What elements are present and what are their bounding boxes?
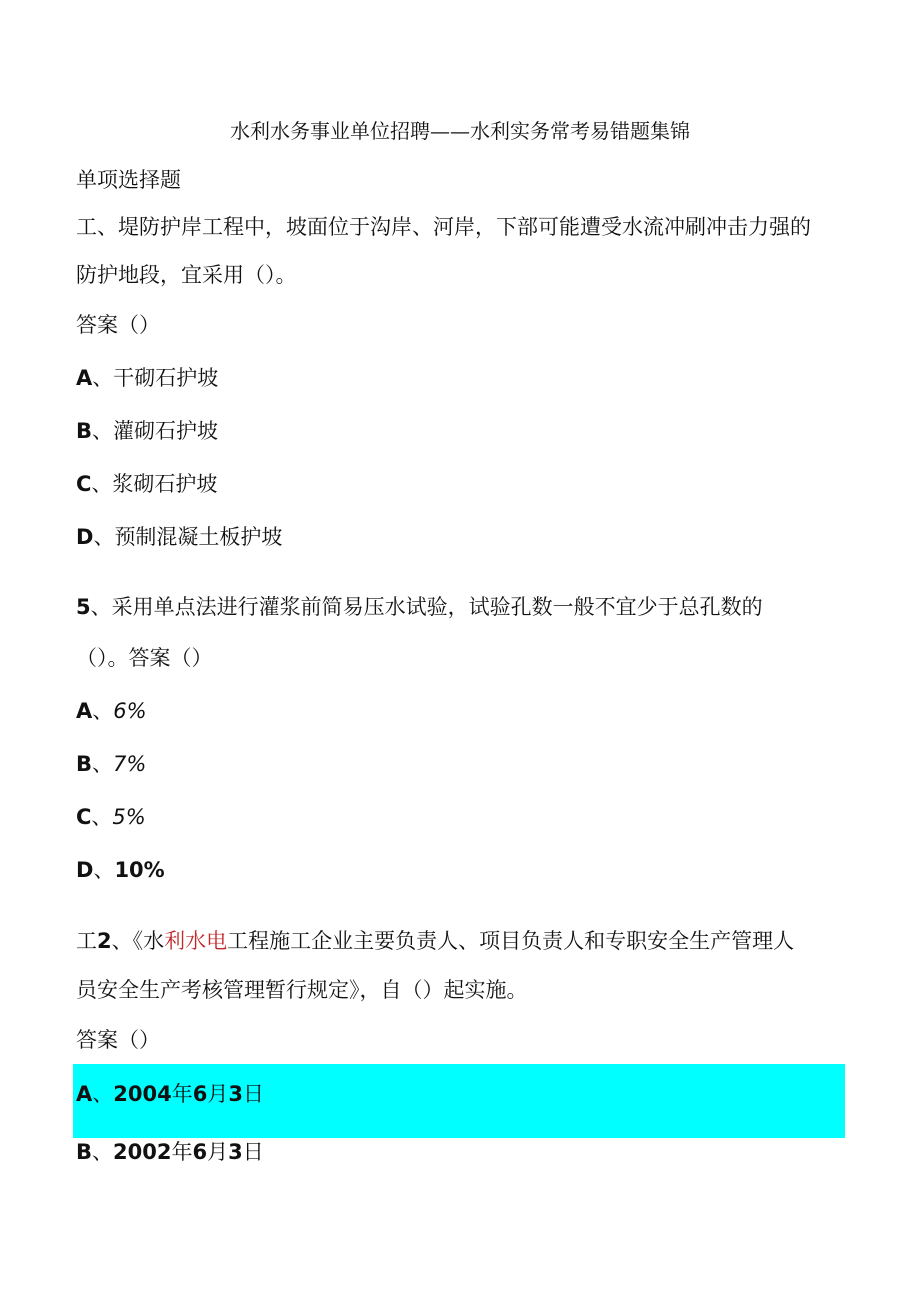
- question-3-option-a: [76, 1079, 264, 1109]
- question-1-option-d: [76, 522, 282, 552]
- month-char: 月: [207, 1082, 229, 1106]
- question-prefix: 工: [76, 929, 97, 953]
- question-2-option-a: [76, 696, 147, 726]
- option-text: 10%: [114, 858, 165, 882]
- option-key: A: [76, 366, 93, 390]
- question-text-pre: 、《水: [111, 929, 165, 953]
- option-month: 6: [192, 1140, 208, 1164]
- option-key: C: [76, 805, 92, 829]
- question-text: 、采用单点法进行灌浆前简易压水试验，试验孔数一般不宜少于总孔数的: [90, 595, 763, 619]
- option-key: A: [76, 1082, 93, 1106]
- option-sep: 、: [91, 472, 113, 496]
- question-number: 2: [97, 929, 112, 953]
- option-sep: 、: [92, 1082, 114, 1106]
- option-day: 3: [228, 1140, 243, 1164]
- year-char: 年: [171, 1140, 193, 1164]
- option-sep: 、: [93, 858, 115, 882]
- option-key: B: [76, 1140, 93, 1164]
- question-1-option-b: [76, 416, 218, 446]
- question-3-answer: 答案（）: [76, 1028, 160, 1052]
- month-char: 月: [207, 1140, 229, 1164]
- question-number: 5: [76, 595, 91, 619]
- option-key: D: [76, 525, 94, 549]
- option-month: 6: [192, 1082, 208, 1106]
- option-text: 预制混凝土板护坡: [114, 525, 283, 549]
- day-char: 日: [242, 1140, 264, 1164]
- option-sep: 、: [92, 752, 114, 776]
- year-char: 年: [171, 1082, 193, 1106]
- option-text: 灌砌石护坡: [113, 419, 219, 443]
- highlighted-red-text: 利水电: [164, 929, 228, 953]
- question-2-option-c: [76, 802, 146, 832]
- option-key: B: [76, 752, 93, 776]
- question-2-line-2: （）。答案（）: [76, 646, 213, 670]
- question-2-line-1: [76, 592, 763, 622]
- option-text: 浆砌石护坡: [112, 472, 218, 496]
- question-text-post: 工程施工企业主要负责人、项目负责人和专职安全生产管理人: [227, 929, 795, 953]
- question-1-answer: 答案（）: [76, 313, 160, 337]
- option-sep: 、: [91, 805, 113, 829]
- option-text: 6%: [113, 699, 147, 723]
- question-2-option-d: [76, 855, 165, 885]
- option-sep: 、: [92, 1140, 114, 1164]
- option-year: 2002: [113, 1140, 172, 1164]
- section-heading: 单项选择题: [76, 168, 181, 192]
- option-year: 2004: [113, 1082, 172, 1106]
- question-2-option-b: [76, 749, 146, 779]
- option-key: C: [76, 472, 92, 496]
- option-sep: 、: [92, 419, 114, 443]
- option-key: A: [76, 699, 93, 723]
- option-sep: 、: [92, 366, 114, 390]
- question-3-option-b: [76, 1137, 264, 1167]
- question-1-line-1: 工、堤防护岸工程中，坡面位于沟岸、河岸，下部可能遭受水流冲刷冲击力强的: [76, 215, 811, 239]
- option-text: 干砌石护坡: [113, 366, 219, 390]
- option-text: 5%: [112, 805, 146, 829]
- option-day: 3: [228, 1082, 243, 1106]
- day-char: 日: [242, 1082, 264, 1106]
- question-1-option-a: [76, 363, 218, 393]
- option-sep: 、: [93, 525, 115, 549]
- question-1-option-c: [76, 469, 217, 499]
- question-3-line-1: [76, 926, 794, 956]
- option-text: 7%: [113, 752, 147, 776]
- document-title: 水利水务事业单位招聘——水利实务常考易错题集锦: [230, 119, 690, 143]
- option-key: D: [76, 858, 94, 882]
- option-sep: 、: [92, 699, 114, 723]
- question-3-line-2: 员安全生产考核管理暂行规定》，自（）起实施。: [76, 978, 528, 1002]
- question-1-line-2: 防护地段，宜采用（）。: [76, 263, 297, 287]
- option-key: B: [76, 419, 93, 443]
